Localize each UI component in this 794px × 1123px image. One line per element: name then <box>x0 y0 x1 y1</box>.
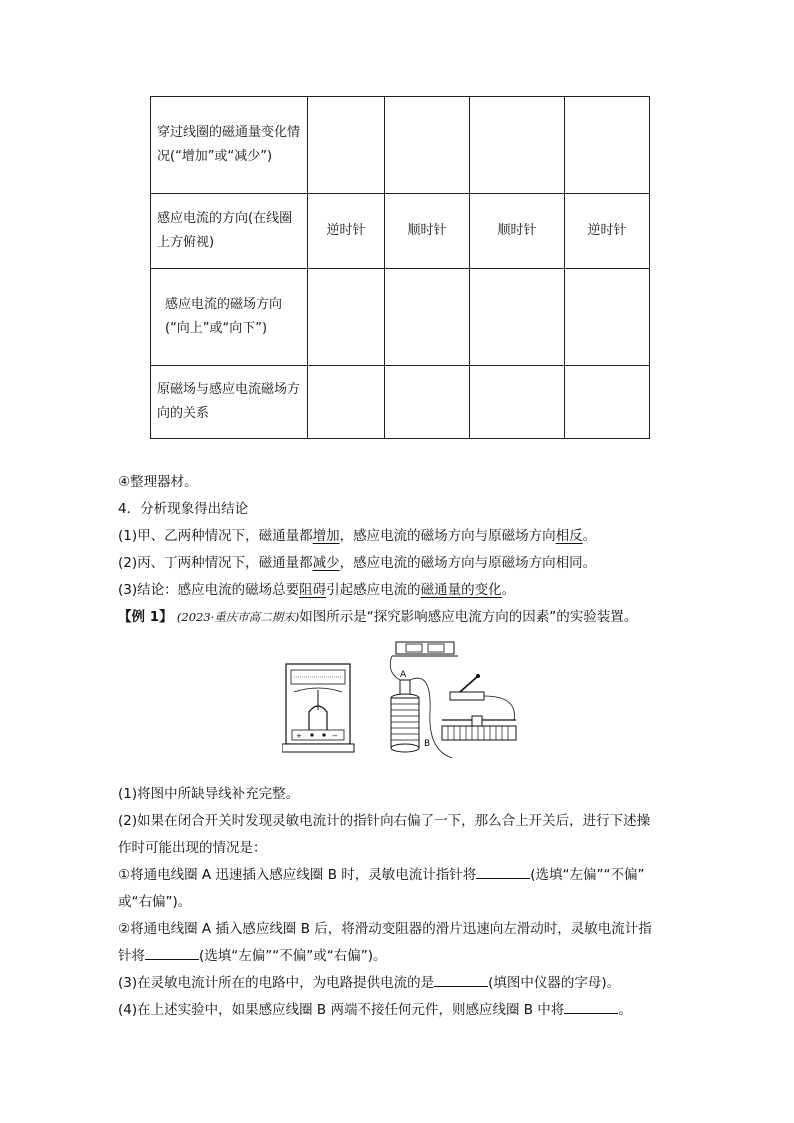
table-cell <box>565 366 650 439</box>
table-cell <box>470 269 565 366</box>
apparatus-figure <box>282 640 522 765</box>
example-tag: 【例 1】 <box>118 609 173 625</box>
text-span: 。 <box>618 1002 632 1018</box>
question-2-line-2: 作时可能出现的情况是： <box>118 840 267 856</box>
text-span: 。 <box>582 555 597 571</box>
table-cell: 顺时针 <box>385 194 470 269</box>
row-header: 感应电流的磁场方向(“向上”或“向下”) <box>151 269 308 366</box>
table-cell <box>565 97 650 194</box>
text-span: (1)甲、乙两种情况下，磁通量都 <box>118 528 313 544</box>
text-span: (3)结论：感应电流的磁场总要 <box>118 582 300 598</box>
table-cell: 逆时针 <box>308 194 385 269</box>
text-span: 引起感应电流的 <box>326 582 421 598</box>
table-row <box>151 194 650 269</box>
observation-table <box>150 96 650 439</box>
table-row <box>151 97 650 194</box>
coil-b-label: B <box>424 739 431 749</box>
text-span: ，感应电流的磁场方向与原磁场方向 <box>339 528 556 544</box>
battery <box>392 642 458 656</box>
table-cell <box>565 269 650 366</box>
question-3 <box>118 971 620 991</box>
text-span: ①将通电线圈 A 迅速插入感应线圈 B 时，灵敏电流计指针将 <box>118 867 477 883</box>
example-source: (2023·重庆市高二期末) <box>176 610 300 624</box>
question-2-part-2: ②将通电线圈 A 插入感应线圈 B 后，将滑动变阻器的滑片迅速向左滑动时，灵敏电流计指 <box>118 921 652 937</box>
text-span: ，感应电流的磁场方向与原磁场方向 <box>339 555 556 571</box>
table-cell <box>385 366 470 439</box>
row-header: 原磁场与感应电流磁场方向的关系 <box>151 366 308 439</box>
table-cell <box>308 269 385 366</box>
table-cell <box>385 269 470 366</box>
answer-underlined: 减少 <box>312 555 340 571</box>
answer-blank[interactable] <box>434 972 488 987</box>
question-1: (1)将图中所缺导线补充完整。 <box>118 786 300 802</box>
meter-plus-label: + <box>296 732 302 740</box>
switch <box>450 674 484 700</box>
conclusion-2 <box>118 551 596 571</box>
answer-blank[interactable] <box>564 999 618 1014</box>
table-cell <box>308 366 385 439</box>
table-cell <box>470 97 565 194</box>
answer-blank[interactable] <box>476 864 530 879</box>
table-cell <box>470 366 565 439</box>
text-span: (填图中仪器的字母)。 <box>488 975 621 991</box>
text-span: (2)丙、丁两种情况下，磁通量都 <box>118 555 313 571</box>
meter-minus-label: − <box>332 732 338 740</box>
text-span: 。 <box>501 582 516 598</box>
question-2-part-1-cont: 或“右偏”)。 <box>118 894 192 910</box>
text-span: (3)在灵敏电流计所在的电路中，为电路提供电流的是 <box>118 975 435 991</box>
answer-underlined: 相反 <box>555 528 583 544</box>
table-cell <box>385 97 470 194</box>
table-row <box>151 366 650 439</box>
question-2-part-1 <box>118 863 645 883</box>
coils <box>391 670 430 752</box>
row-header: 感应电流的方向(在线圈上方俯视) <box>151 194 308 269</box>
table-cell: 逆时针 <box>565 194 650 269</box>
galvanometer <box>282 664 354 752</box>
text-span: (4)在上述实验中，如果感应线圈 B 两端不接任何元件，则感应线圈 B 中将 <box>118 1002 565 1018</box>
section-heading: 4．分析现象得出结论 <box>118 501 249 517</box>
coil-a-label: A <box>400 670 407 680</box>
text-span: (选填“左偏”“不偏” <box>530 867 645 883</box>
text-span: (选填“左偏”“不偏”或“右偏”)。 <box>199 948 387 964</box>
example-header <box>118 605 637 625</box>
answer-underlined: 增加 <box>312 528 340 544</box>
text-span: 针将 <box>118 948 145 964</box>
question-2-part-2-cont <box>118 944 387 964</box>
row-header: 穿过线圈的磁通量变化情况(“增加”或“减少”) <box>151 97 308 194</box>
question-2-line-1: (2)如果在闭合开关时发现灵敏电流计的指针向右偏了一下，那么合上开关后，进行下述操 <box>118 813 651 829</box>
answer-underlined: 磁通量的变化 <box>420 582 502 598</box>
table-row <box>151 269 650 366</box>
step-tidy: ④整理器材。 <box>118 474 198 490</box>
table-cell <box>308 97 385 194</box>
conclusion-1 <box>118 524 596 544</box>
text-span: 。 <box>582 528 597 544</box>
rheostat <box>442 716 516 740</box>
answer-blank[interactable] <box>145 945 199 960</box>
table-cell: 顺时针 <box>470 194 565 269</box>
conclusion-3 <box>118 578 515 598</box>
answer-underlined: 阻碍 <box>299 582 327 598</box>
example-text: 如图所示是“探究影响感应电流方向的因素”的实验装置。 <box>299 609 638 625</box>
text-span: 相同 <box>555 555 583 571</box>
question-4 <box>118 998 632 1018</box>
